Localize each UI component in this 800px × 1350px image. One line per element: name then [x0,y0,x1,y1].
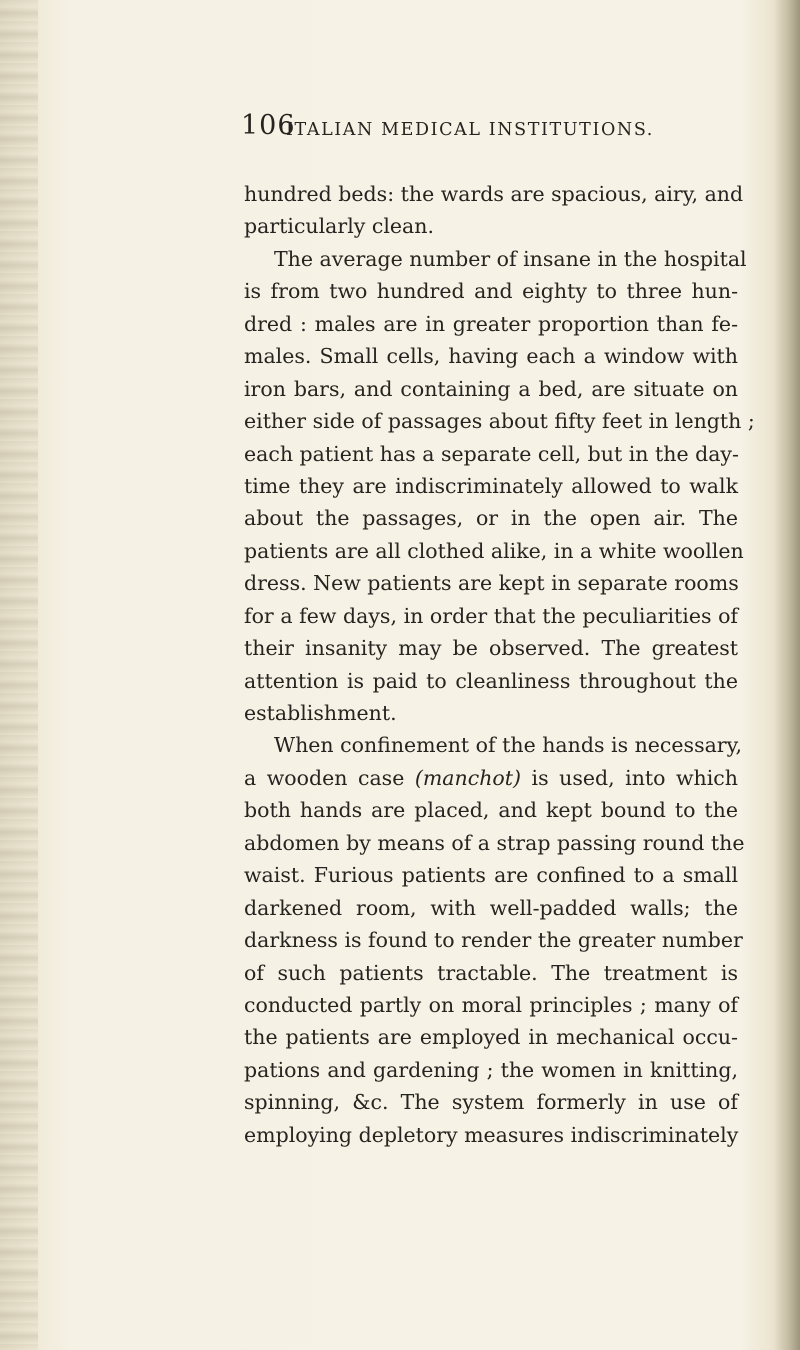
line-segment: is used, into which [520,765,738,790]
text-line: about the passages, or in the open air. The [244,506,738,531]
text-line: dress. New patients are kept in separate rooms [244,571,739,596]
text-line: hundred beds: the wards are spacious, airy, and [244,182,744,206]
text-line: spinning, &c. The system formerly in use of [244,1090,738,1115]
text-line: darkness is found to render the greater number [244,928,743,953]
right-edge-shadow [774,0,800,1350]
text-line: pations and gardening ; the women in knitting, [244,1057,738,1082]
body-text [244,178,755,1151]
text-line: particularly clean. [244,214,434,239]
text-line: time they are indiscriminately allowed to walk [244,473,738,498]
text-line: When confinement of the hands is necessary, [274,733,742,758]
text-line: both hands are placed, and kept bound to the [244,798,738,823]
page-header [0,106,800,156]
text-line: conducted partly on moral principles ; many of [244,992,738,1017]
page-number: 106 [241,110,296,141]
text-line: patients are all clothed alike, in a white woollen [244,538,744,563]
text-line: of such patients tractable. The treatment is [244,960,738,985]
text-line: dred : males are in greater proportion than fe- [244,311,738,336]
text-line: darkened room, with well-padded walls; the [244,895,738,920]
italic-term: (manchot) [414,765,521,790]
text-line: for a few days, in order that the peculiarities of [244,603,738,628]
text-line: attention is paid to cleanliness throughout the [244,668,738,693]
text-line: employing depletory measures indiscriminately [244,1122,739,1147]
text-line: males. Small cells, having each a window with [244,344,738,369]
left-gutter-shadow [0,0,38,1350]
text-line: abdomen by means of a strap passing round the [244,830,745,855]
text-line-with-italic [244,762,738,794]
text-line: waist. Furious patients are confined to a small [244,863,738,888]
text-line: establishment. [244,701,397,725]
text-line: is from two hundred and eighty to three hun- [244,279,738,304]
line-segment: a wooden case [244,765,415,790]
text-line: each patient has a separate cell, but in the day- [244,441,739,466]
text-line: either side of passages about fifty feet in length ; [244,409,755,434]
text-line: iron bars, and containing a bed, are situate on [244,376,738,401]
text-line: their insanity may be observed. The greatest [244,636,738,661]
running-head: ITALIAN MEDICAL INSTITUTIONS. [286,120,654,140]
text-line: the patients are employed in mechanical occu- [244,1025,738,1050]
text-line: The average number of insane in the hospital [274,246,747,271]
